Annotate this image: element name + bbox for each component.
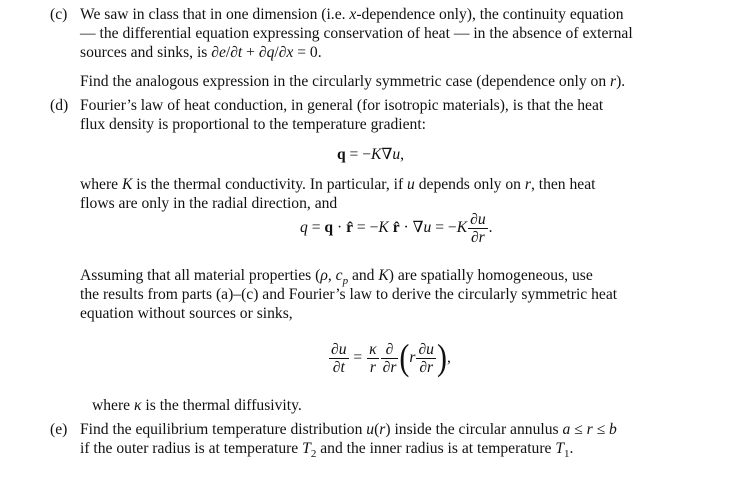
part-d-line-2: flux density is proportional to the temperature gradient: bbox=[80, 116, 427, 133]
part-e-line-1: Find the equilibrium temperature distribution u(r) inside the circular annulus a ≤ r ≤ b bbox=[80, 421, 617, 438]
part-d-line-4: flows are only in the radial direction, and bbox=[80, 195, 338, 212]
part-e-line-2: if the outer radius is at temperature $T_2$ and the inner radius is at temperature $T_1$. bbox=[80, 440, 574, 461]
fraction-du-dt: $\frac{\partial u}{\partial t}$ bbox=[331, 340, 347, 376]
part-d-line-7: equation without sources or sinks, bbox=[80, 305, 293, 322]
part-e-label: (e) bbox=[50, 421, 68, 438]
part-d-line-5: Assuming that all material properties (ρ, $c_p$ and K) are spatially homogeneous, use bbox=[80, 267, 593, 288]
part-d-line-3: where K is the thermal conductivity. In particular, if u depends only on r, then heat bbox=[80, 176, 596, 193]
part-c-line-3: sources and sinks, is ∂e/∂t + ∂q/∂x = 0. bbox=[80, 44, 322, 61]
fraction-kappa-r: $\frac{\kappa}{r}$ bbox=[369, 340, 377, 376]
equation-fourier-law: q = −K∇u, bbox=[336, 146, 405, 163]
fraction-du-dr: $\frac{\partial u}{\partial r}$ bbox=[470, 210, 486, 246]
fraction-du-dr-inner: $\frac{\partial u}{\partial r}$ bbox=[418, 340, 434, 376]
part-d-line-6: the results from parts (a)–(c) and Fourier’s law to derive the circularly symmetric heat bbox=[80, 286, 618, 303]
part-c-label: (c) bbox=[50, 6, 68, 23]
part-d-line-8: where κ is the thermal diffusivity. bbox=[92, 397, 302, 414]
part-d-label: (d) bbox=[50, 97, 69, 114]
part-c-line-1: We saw in class that in one dimension (i.e. x-dependence only), the continuity equation bbox=[80, 6, 624, 23]
part-c-line-2: — the differential equation expressing conservation of heat — in the absence of external bbox=[80, 25, 633, 42]
equation-radial-flux: q = q · r̂ = −K r̂ · ∇u = −K $\frac{\partial u}{\partial r}$ . bbox=[300, 210, 493, 246]
fraction-d-dr: $\frac{\partial}{\partial r}$ bbox=[382, 340, 397, 376]
part-d-line-1: Fourier’s law of heat conduction, in general (for isotropic materials), is that the heat bbox=[80, 97, 604, 114]
equation-heat: $\frac{\partial u}{\partial t}$ = $\frac{\kappa}{r}$ $\frac{\partial}{\partial r}$ (r $\frac{\partial u}{\partial r}$ ), bbox=[331, 337, 451, 379]
part-c-line-4: Find the analogous expression in the circularly symmetric case (dependence only on r). bbox=[80, 73, 626, 90]
